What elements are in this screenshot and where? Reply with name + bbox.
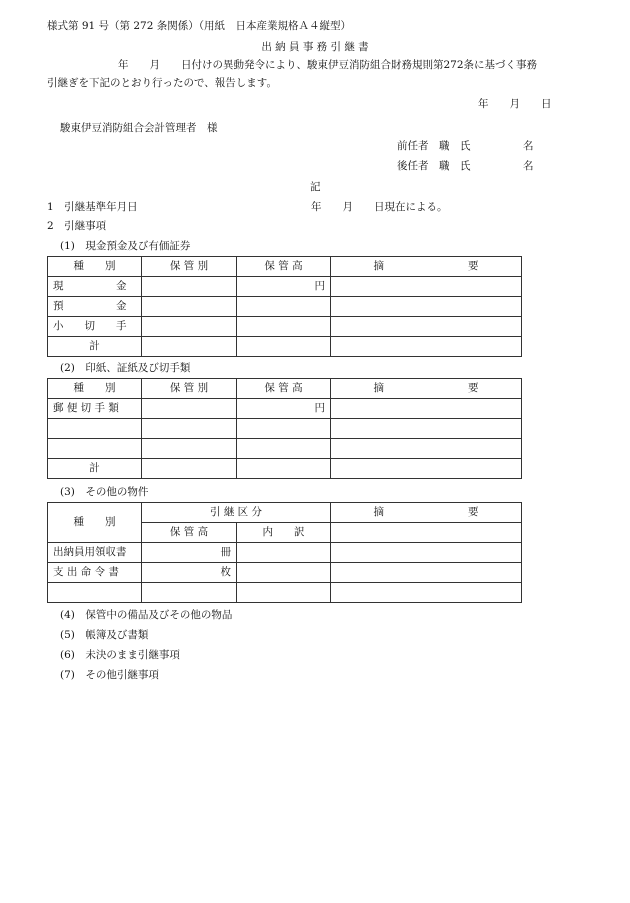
report-date: 年 月 日 xyxy=(478,98,552,110)
table-row xyxy=(48,277,522,297)
table-cell xyxy=(331,583,522,603)
table-header-row xyxy=(48,257,522,277)
other-items-table xyxy=(47,502,522,603)
row-label: 支 出 命 令 書 xyxy=(48,563,142,583)
table-row xyxy=(48,337,522,357)
table-cell xyxy=(237,583,331,603)
table-cell xyxy=(331,277,522,297)
table-cell xyxy=(237,563,331,583)
table-row xyxy=(48,399,522,419)
row-label: 小 切 手 xyxy=(48,317,142,337)
header-kind: 種 別 xyxy=(48,503,142,543)
table-row xyxy=(48,583,522,603)
item-1-value: 年 月 日現在による。 xyxy=(311,201,448,213)
row-label: 計 xyxy=(48,459,142,479)
header-storage-amount: 保 管 高 xyxy=(142,523,237,543)
section-3-heading: (3) その他の物件 xyxy=(60,486,149,498)
table-row xyxy=(48,459,522,479)
table-cell xyxy=(331,543,522,563)
table-cell xyxy=(237,459,331,479)
table-cell xyxy=(142,419,237,439)
table-row xyxy=(48,419,522,439)
section-2-heading: (2) 印紙、証紙及び切手類 xyxy=(60,362,191,374)
predecessor-line: 前任者 職 氏 名 xyxy=(397,140,534,152)
table-cell xyxy=(331,563,522,583)
table-cell xyxy=(142,277,237,297)
table-cell xyxy=(237,337,331,357)
stamps-table xyxy=(47,378,522,479)
header-storage-type: 保 管 別 xyxy=(142,379,237,399)
header-remarks: 摘 要 xyxy=(331,257,522,277)
ki-label: 記 xyxy=(310,181,321,193)
header-remarks: 摘 要 xyxy=(331,379,522,399)
unit-cell: 円 xyxy=(237,399,331,419)
table-row xyxy=(48,439,522,459)
form-number: 様式第 91 号（第 272 条関係）（用紙 日本産業規格Ａ４縦型） xyxy=(47,20,352,32)
intro-line-2: 引継ぎを下記のとおり行ったので、報告します。 xyxy=(47,77,277,89)
table-cell xyxy=(237,297,331,317)
row-label: 現 金 xyxy=(48,277,142,297)
item-1-label: 1 引継基準年月日 xyxy=(47,201,138,213)
table-cell xyxy=(142,337,237,357)
intro-line-1: 年 月 日付けの異動発令により、駿東伊豆消防組合財務規則第272条に基づく事務 xyxy=(118,59,538,71)
item-7: (7) その他引継事項 xyxy=(60,669,159,681)
row-label: 出納員用領収書 xyxy=(48,543,142,563)
table-cell xyxy=(237,419,331,439)
unit-cell xyxy=(142,583,237,603)
document-title: 出 納 員 事 務 引 継 書 xyxy=(261,41,369,53)
item-4: (4) 保管中の備品及びその他の物品 xyxy=(60,609,233,621)
table-cell xyxy=(331,399,522,419)
header-remarks: 摘 要 xyxy=(331,503,522,523)
header-storage-type: 保 管 別 xyxy=(142,257,237,277)
table-cell xyxy=(237,317,331,337)
table-header-row xyxy=(48,379,522,399)
successor-line: 後任者 職 氏 名 xyxy=(397,160,534,172)
table-cell xyxy=(331,419,522,439)
header-transfer-group: 引 継 区 分 xyxy=(142,503,331,523)
unit-cell: 枚 xyxy=(142,563,237,583)
table-cell xyxy=(331,523,522,543)
row-label xyxy=(48,439,142,459)
row-label: 預 金 xyxy=(48,297,142,317)
table-cell xyxy=(142,459,237,479)
row-label: 郵 便 切 手 類 xyxy=(48,399,142,419)
table-row xyxy=(48,563,522,583)
header-kind: 種 別 xyxy=(48,379,142,399)
unit-cell: 冊 xyxy=(142,543,237,563)
table-cell xyxy=(142,439,237,459)
table-row xyxy=(48,317,522,337)
table-row xyxy=(48,297,522,317)
table-cell xyxy=(331,337,522,357)
table-cell xyxy=(142,297,237,317)
row-label xyxy=(48,419,142,439)
row-label xyxy=(48,583,142,603)
table-cell xyxy=(331,439,522,459)
table-cell xyxy=(142,317,237,337)
header-kind: 種 別 xyxy=(48,257,142,277)
header-storage-amount: 保 管 高 xyxy=(237,257,331,277)
section-1-heading: (1) 現金預金及び有価証券 xyxy=(60,240,191,252)
table-cell xyxy=(142,399,237,419)
addressee: 駿東伊豆消防組合会計管理者 様 xyxy=(60,122,218,134)
table-cell xyxy=(331,317,522,337)
table-cell xyxy=(237,439,331,459)
header-breakdown: 内 訳 xyxy=(237,523,331,543)
unit-cell: 円 xyxy=(237,277,331,297)
table-cell xyxy=(331,297,522,317)
table-cell xyxy=(237,543,331,563)
item-2-label: 2 引継事項 xyxy=(47,220,107,232)
header-storage-amount: 保 管 高 xyxy=(237,379,331,399)
cash-deposits-table xyxy=(47,256,522,357)
table-row xyxy=(48,543,522,563)
table-cell xyxy=(331,459,522,479)
table-header-row xyxy=(48,503,522,523)
item-5: (5) 帳簿及び書類 xyxy=(60,629,149,641)
row-label: 計 xyxy=(48,337,142,357)
item-6: (6) 未決のまま引継事項 xyxy=(60,649,180,661)
